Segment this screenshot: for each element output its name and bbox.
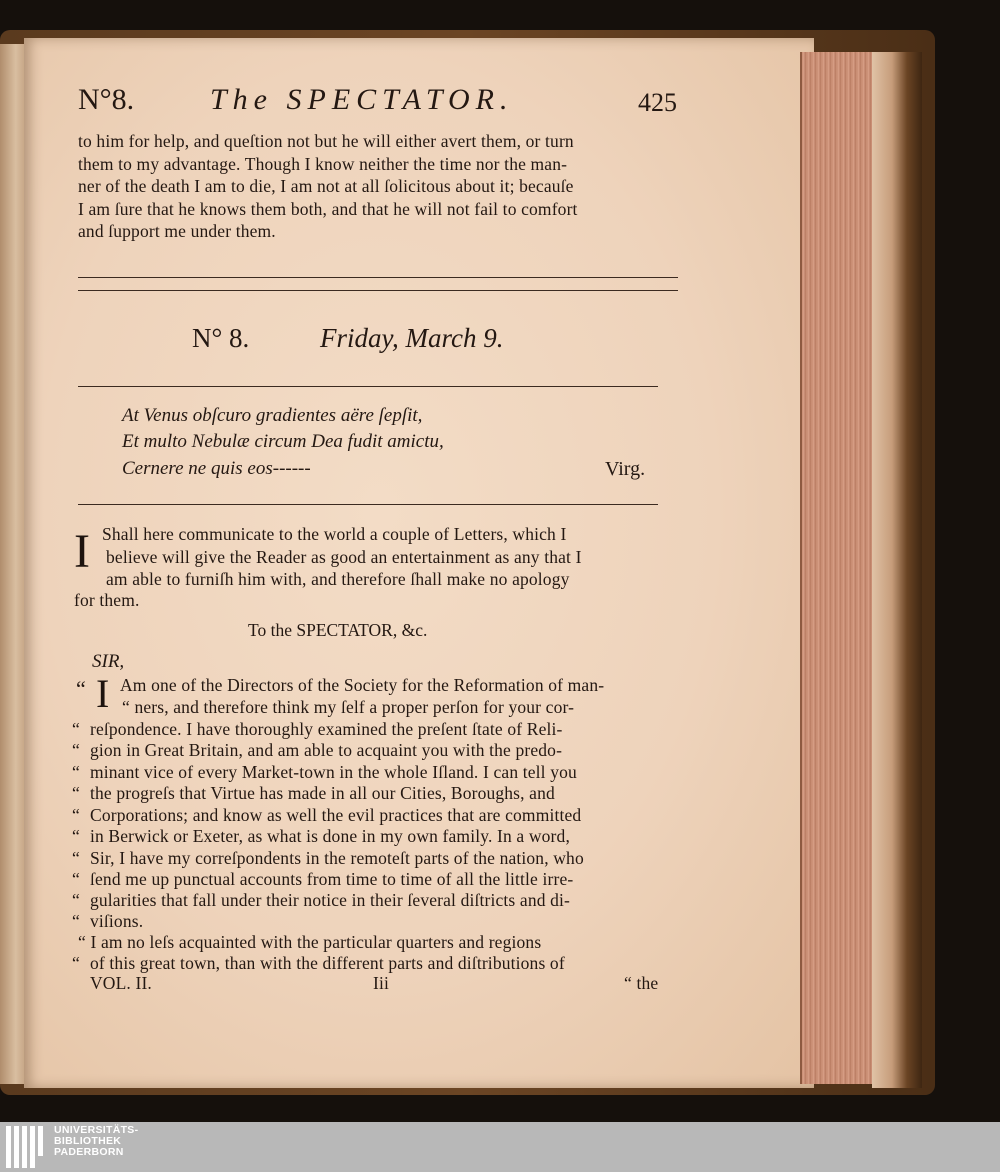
text-line: them to my advantage. Though I know neither the time nor the man- xyxy=(78,154,568,174)
issue-date: Friday, March 9. xyxy=(320,323,504,353)
catchword: “ the xyxy=(624,973,659,993)
text-line: in Berwick or Exeter, as what is done in my own family. In a word, xyxy=(90,826,570,846)
text-line: gion in Great Britain, and am able to acquaint you with the predo- xyxy=(90,740,563,760)
margin-quote: “ xyxy=(72,826,80,846)
motto-line: At Venus obſcuro gradientes aëre ſepſit, xyxy=(122,405,423,426)
signature-mark: Iii xyxy=(373,973,390,993)
text-line: “ I am no leſs acquainted with the particular quarters and regions xyxy=(78,932,542,952)
text-line: I am ſure that he knows them both, and that he will not fail to comfort xyxy=(78,199,578,219)
library-footer xyxy=(0,1122,1000,1172)
facing-page-edge xyxy=(0,44,26,1084)
text-line: Corporations; and know as well the evil practices that are committed xyxy=(90,805,582,825)
header-number: N°8. xyxy=(78,83,135,116)
text-line: and ſupport me under them. xyxy=(78,221,276,241)
issue-number: N° 8. xyxy=(192,323,250,353)
salutation: SIR, xyxy=(92,651,125,672)
library-logo-icon xyxy=(6,1126,46,1168)
text-line: the progreſs that Virtue has made in all our Cities, Boroughs, and xyxy=(90,783,555,803)
library-name-line: UNIVERSITÄTS- xyxy=(54,1124,139,1136)
margin-quote: “ xyxy=(72,869,80,889)
motto-source: Virg. xyxy=(605,458,646,480)
drop-cap: I xyxy=(96,671,110,716)
margin-quote: “ xyxy=(72,719,80,739)
text-line: “ ners, and therefore think my ſelf a proper perſon for your cor- xyxy=(122,697,575,717)
text-line: minant vice of every Market-town in the whole Iſland. I can tell you xyxy=(90,762,577,782)
header-title: The SPECTATOR. xyxy=(210,83,514,116)
margin-quote: “ xyxy=(72,890,80,910)
divider-rule xyxy=(78,277,678,278)
text-line: reſpondence. I have thoroughly examined the preſent ſtate of Reli- xyxy=(90,719,563,739)
volume-label: VOL. II. xyxy=(90,973,152,993)
margin-quote: “ xyxy=(72,953,80,973)
margin-quote: “ xyxy=(72,805,80,825)
page-fore-edge xyxy=(800,52,880,1084)
divider-rule xyxy=(78,290,678,291)
text-line: to him for help, and queſtion not but he will either avert them, or turn xyxy=(78,131,574,151)
text-line: Am one of the Directors of the Society for the Reformation of man- xyxy=(120,675,605,695)
divider-rule xyxy=(78,504,658,505)
divider-rule xyxy=(78,386,658,387)
margin-quote: “ xyxy=(72,848,80,868)
text-line: gularities that fall under their notice in their ſeveral diſtricts and di- xyxy=(90,890,571,910)
open-quote: “ xyxy=(76,676,86,701)
text-line: am able to furniſh him with, and therefore ſhall make no apology xyxy=(106,569,570,589)
text-line: Shall here communicate to the world a couple of Letters, which I xyxy=(102,524,567,544)
text-line: ner of the death I am to die, I am not at all ſolicitous about it; becauſe xyxy=(78,176,574,196)
drop-cap: I xyxy=(74,525,90,578)
margin-quote: “ xyxy=(72,762,80,782)
motto-line: Cernere ne quis eos------ xyxy=(122,458,311,479)
back-board xyxy=(872,52,922,1088)
margin-quote: “ xyxy=(72,740,80,760)
motto-line: Et multo Nebulæ circum Dea fudit amictu, xyxy=(122,431,444,452)
margin-quote: “ xyxy=(72,911,80,931)
page-number: 425 xyxy=(638,88,677,117)
text-line: for them. xyxy=(74,590,140,610)
library-name-line: PADERBORN xyxy=(54,1146,124,1158)
margin-quote: “ xyxy=(72,783,80,803)
letter-heading: To the SPECTATOR, &c. xyxy=(248,620,428,640)
text-line: believe will give the Reader as good an entertainment as any that I xyxy=(106,547,582,567)
library-name-line: BIBLIOTHEK xyxy=(54,1135,122,1147)
text-line: of this great town, than with the different parts and diſtributions of xyxy=(90,953,565,973)
text-line: ſend me up punctual accounts from time to time of all the little irre- xyxy=(90,869,574,889)
text-line: Sir, I have my correſpondents in the remoteſt parts of the nation, who xyxy=(90,848,584,868)
text-line: viſions. xyxy=(90,911,144,931)
